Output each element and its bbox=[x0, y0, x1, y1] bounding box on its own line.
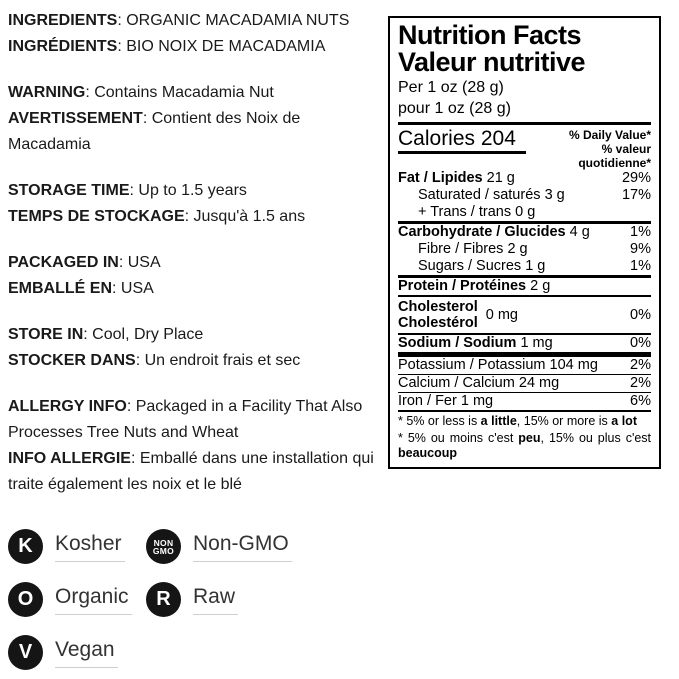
footnote-en: * 5% or less is a little, 15% or more is a lot bbox=[398, 410, 651, 429]
nutrition-title-fr: Valeur nutritive bbox=[398, 47, 586, 77]
nutrient-row-sugars: Sugars / Sucres 1 g 1% bbox=[418, 258, 651, 274]
nutrient-row-saturated: Saturated / saturés 3 g 17% bbox=[418, 187, 651, 203]
nutrient-row-calcium: Calcium / Calcium 24 mg 2% bbox=[398, 375, 651, 391]
daily-value-header: % Daily Value* % valeur quotidienne* bbox=[568, 128, 651, 170]
organic-icon: O bbox=[8, 582, 43, 617]
store-in-label-fr: STOCKER DANS bbox=[8, 352, 136, 369]
warning-value-fr: Contient des Noix de Macadamia bbox=[8, 110, 301, 153]
badge-organic-label: Organic bbox=[55, 585, 132, 615]
store-in-label-en: STORE IN bbox=[8, 326, 84, 343]
ingredients-value-fr: BIO NOIX DE MACADAMIA bbox=[126, 38, 326, 55]
nutrient-row-carbohydrate: Carbohydrate / Glucides 4 g 1% bbox=[398, 221, 651, 241]
certification-badges bbox=[8, 528, 380, 671]
badge-non-gmo-label: Non-GMO bbox=[193, 532, 292, 562]
badge-organic bbox=[8, 581, 146, 618]
nutrient-row-protein: Protein / Protéines 2 g bbox=[398, 275, 651, 295]
badge-non-gmo bbox=[146, 528, 292, 565]
nutrient-row-potassium: Potassium / Potassium 104 mg 2% bbox=[398, 352, 651, 374]
nutrition-title-en: Nutrition Facts bbox=[398, 20, 582, 50]
allergy-info-section bbox=[8, 394, 380, 498]
badge-vegan bbox=[8, 634, 146, 671]
nutrient-row-fibre: Fibre / Fibres 2 g 9% bbox=[418, 241, 651, 257]
ingredients-label-en: INGREDIENTS bbox=[8, 12, 118, 29]
ingredients-line-fr: INGRÉDIENTS: BIO NOIX DE MACADAMIA bbox=[8, 38, 326, 55]
serving-size-fr: pour 1 oz (28 g) bbox=[398, 100, 511, 117]
warning-label-fr: AVERTISSEMENT bbox=[8, 110, 143, 127]
store-in-value-en: Cool, Dry Place bbox=[92, 326, 204, 343]
storage-time-section bbox=[8, 178, 380, 230]
ingredients-line-en: INGREDIENTS: ORGANIC MACADAMIA NUTS bbox=[8, 12, 350, 29]
packaged-in-value-fr: USA bbox=[120, 280, 154, 297]
badge-raw-label: Raw bbox=[193, 585, 238, 615]
storage-time-label-fr: TEMPS DE STOCKAGE bbox=[8, 208, 185, 225]
nutrient-row-iron: Iron / Fer 1 mg 6% bbox=[398, 393, 651, 409]
nutrient-row-cholesterol: Cholesterol Cholestérol 0 mg 0% bbox=[398, 295, 651, 333]
packaged-in-line-en: PACKAGED IN: USA bbox=[8, 254, 161, 271]
warning-line-fr: AVERTISSEMENT: Contient des Noix de Macadamia bbox=[8, 110, 301, 153]
packaged-in-label-fr: EMBALLÉ EN bbox=[8, 280, 112, 297]
nutrient-row-trans: + Trans / trans 0 g bbox=[418, 204, 536, 220]
ingredients-label-fr: INGRÉDIENTS bbox=[8, 38, 118, 55]
allergy-info-line-en: ALLERGY INFO: Packaged in a Facility That Also Processes Tree Nuts and Wheat bbox=[8, 398, 363, 441]
warning-line-en: WARNING: Contains Macadamia Nut bbox=[8, 84, 274, 101]
packaged-in-section bbox=[8, 250, 380, 302]
warning-section bbox=[8, 80, 380, 158]
footnote-fr: * 5% ou moins c'est peu, 15% ou plus c'est beaucoup bbox=[398, 431, 652, 460]
store-in-value-fr: Un endroit frais et sec bbox=[144, 352, 301, 369]
badge-raw bbox=[146, 581, 292, 618]
nutrient-row-fat: Fat / Lipides 21 g 29% bbox=[398, 170, 651, 186]
nutrition-facts-panel bbox=[388, 16, 661, 469]
kosher-icon: K bbox=[8, 529, 43, 564]
warning-label-en: WARNING bbox=[8, 84, 86, 101]
allergy-info-label-en: ALLERGY INFO bbox=[8, 398, 127, 415]
ingredients-value-en: ORGANIC MACADAMIA NUTS bbox=[126, 12, 350, 29]
badge-kosher bbox=[8, 528, 146, 565]
allergy-info-label-fr: INFO ALLERGIE bbox=[8, 450, 131, 467]
store-in-line-fr: STOCKER DANS: Un endroit frais et sec bbox=[8, 352, 301, 369]
allergy-info-value-fr: Emballé dans une installation qui traite également les noix et le blé bbox=[8, 450, 374, 493]
badge-kosher-label: Kosher bbox=[55, 532, 125, 562]
non-gmo-icon: NON GMO bbox=[146, 529, 181, 564]
storage-time-value-en: Up to 1.5 years bbox=[138, 182, 247, 199]
packaged-in-value-en: USA bbox=[127, 254, 161, 271]
storage-time-line-en: STORAGE TIME: Up to 1.5 years bbox=[8, 182, 247, 199]
packaged-in-label-en: PACKAGED IN bbox=[8, 254, 119, 271]
ingredients-section bbox=[8, 8, 380, 60]
allergy-info-line-fr: INFO ALLERGIE: Emballé dans une installation qui traite également les noix et le blé bbox=[8, 450, 374, 493]
nutrient-row-sodium: Sodium / Sodium 1 mg 0% bbox=[398, 335, 651, 351]
storage-time-label-en: STORAGE TIME bbox=[8, 182, 130, 199]
calories-row bbox=[398, 125, 651, 170]
warning-value-en: Contains Macadamia Nut bbox=[94, 84, 274, 101]
raw-icon: R bbox=[146, 582, 181, 617]
allergy-info-value-en: Packaged in a Facility That Also Processes Tree Nuts and Wheat bbox=[8, 398, 363, 441]
badge-vegan-label: Vegan bbox=[55, 638, 118, 668]
calories-value: Calories 204 bbox=[398, 127, 526, 154]
serving-size-en: Per 1 oz (28 g) bbox=[398, 79, 504, 96]
store-in-line-en: STORE IN: Cool, Dry Place bbox=[8, 326, 204, 343]
storage-time-line-fr: TEMPS DE STOCKAGE: Jusqu'à 1.5 ans bbox=[8, 208, 306, 225]
vegan-icon: V bbox=[8, 635, 43, 670]
nutrition-column bbox=[388, 16, 661, 671]
storage-time-value-fr: Jusqu'à 1.5 ans bbox=[193, 208, 306, 225]
packaged-in-line-fr: EMBALLÉ EN: USA bbox=[8, 280, 154, 297]
product-details-column bbox=[8, 8, 380, 671]
store-in-section bbox=[8, 322, 380, 374]
